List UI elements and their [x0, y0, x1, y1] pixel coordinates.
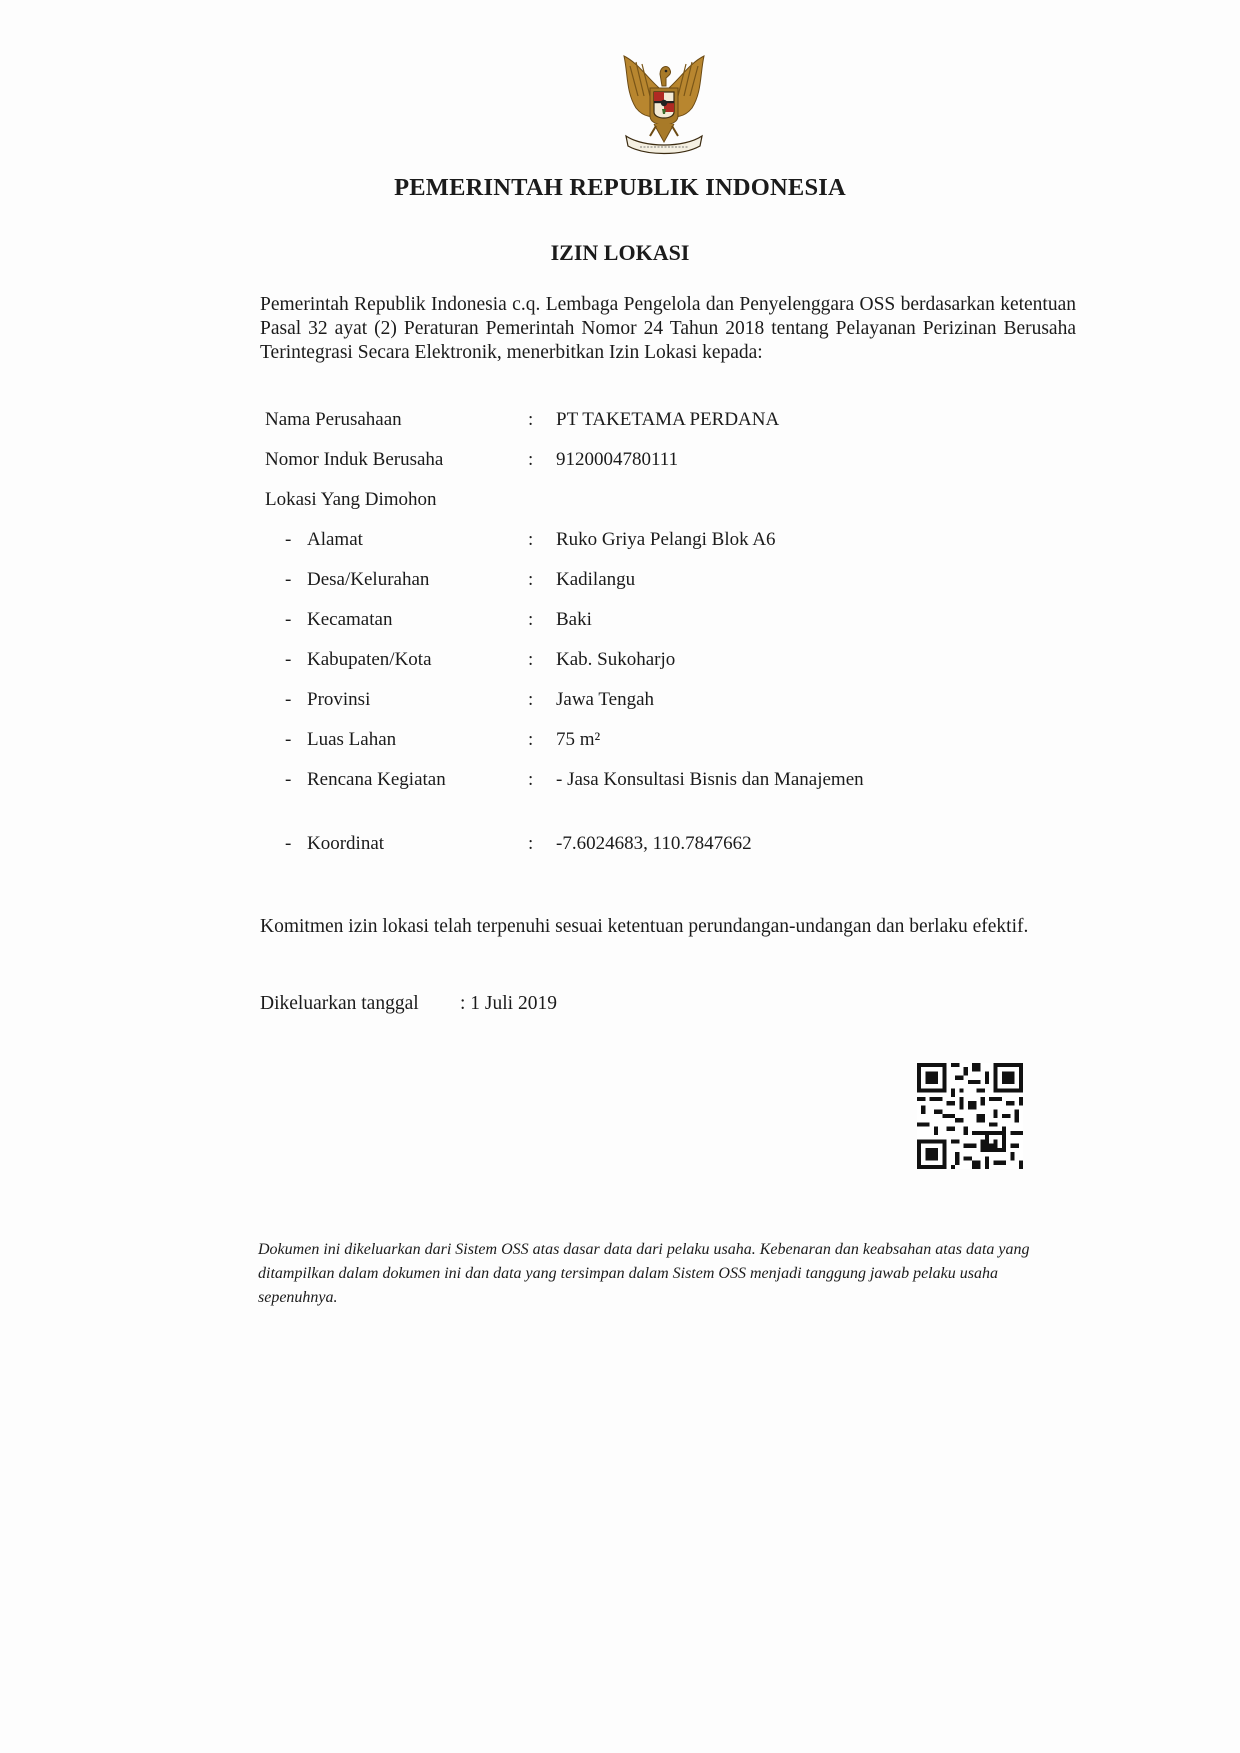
koordinat-label: Koordinat [307, 833, 385, 854]
separator: : [528, 689, 534, 710]
rencana-label: Rencana Kegiatan [307, 769, 446, 790]
kecamatan-label: Kecamatan [307, 609, 393, 630]
issued-date-line [260, 993, 557, 1015]
issued-date-value: : 1 Juli 2019 [460, 993, 557, 1014]
table-row [265, 824, 925, 864]
permit-details-table [265, 400, 925, 864]
nib-label: Nomor Induk Berusaha [265, 449, 444, 470]
separator: : [528, 729, 534, 750]
list-dash: - [285, 649, 292, 670]
separator: : [528, 649, 534, 670]
koordinat-value: -7.6024683, 110.7847662 [556, 833, 752, 854]
list-dash: - [285, 609, 292, 630]
table-row [265, 400, 925, 440]
table-row [265, 600, 925, 640]
list-dash: - [285, 569, 292, 590]
provinsi-label: Provinsi [307, 689, 371, 710]
alamat-value: Ruko Griya Pelangi Blok A6 [556, 529, 776, 550]
alamat-label: Alamat [307, 529, 363, 550]
luas-value: 75 m² [556, 729, 601, 750]
table-spacer [265, 800, 925, 824]
garuda-emblem-icon [610, 52, 718, 160]
qr-code-icon [917, 1063, 1023, 1169]
provinsi-value: Jawa Tengah [556, 689, 655, 710]
separator: : [528, 569, 534, 590]
rencana-value: - Jasa Konsultasi Bisnis dan Manajemen [556, 769, 864, 790]
luas-label: Luas Lahan [307, 729, 397, 750]
kabupaten-label: Kabupaten/Kota [307, 649, 432, 670]
kabupaten-value: Kab. Sukoharjo [556, 649, 676, 670]
list-dash: - [285, 769, 292, 790]
list-dash: - [285, 529, 292, 550]
table-row [265, 760, 925, 800]
issued-date-label: Dikeluarkan tanggal [260, 993, 419, 1014]
table-row [265, 680, 925, 720]
desa-label: Desa/Kelurahan [307, 569, 430, 590]
separator: : [528, 449, 534, 470]
separator: : [528, 833, 534, 854]
document-title: IZIN LOKASI [550, 240, 690, 265]
disclaimer-note: Dokumen ini dikeluarkan dari Sistem OSS atas dasar data dari pelaku usaha. Kebenaran dan keabsahan atas data yang ditampilkan dalam dokumen ini dan data yang tersimpan dalam Sistem OSS menjadi tanggung jawab pelaku usaha sepenuhnya. [258, 1241, 1030, 1306]
location-heading: Lokasi Yang Dimohon [265, 489, 437, 510]
separator: : [528, 529, 534, 550]
list-dash: - [285, 833, 292, 854]
nib-value: 9120004780111 [556, 449, 679, 470]
table-row [265, 520, 925, 560]
table-row [265, 640, 925, 680]
desa-value: Kadilangu [556, 569, 636, 590]
kecamatan-value: Baki [556, 609, 592, 630]
list-dash: - [285, 689, 292, 710]
table-row [265, 720, 925, 760]
government-title: PEMERINTAH REPUBLIK INDONESIA [394, 174, 846, 201]
company-name-value: PT TAKETAMA PERDANA [556, 409, 780, 430]
list-dash: - [285, 729, 292, 750]
separator: : [528, 609, 534, 630]
table-row [265, 560, 925, 600]
separator: : [528, 409, 534, 430]
intro-paragraph: Pemerintah Republik Indonesia c.q. Lembaga Pengelola dan Penyelenggara OSS berdasarkan ketentuan Pasal 32 ayat (2) Peraturan Pemerintah Nomor 24 Tahun 2018 tentang Pelayanan Perizinan Berusaha Terintegrasi Secara Elektronik, menerbitkan Izin Lokasi kepada: [260, 294, 1076, 363]
table-row [265, 480, 925, 520]
company-name-label: Nama Perusahaan [265, 409, 402, 430]
separator: : [528, 769, 534, 790]
table-row [265, 440, 925, 480]
commitment-paragraph: Komitmen izin lokasi telah terpenuhi sesuai ketentuan perundangan-undangan dan berlaku efektif. [260, 916, 1029, 937]
